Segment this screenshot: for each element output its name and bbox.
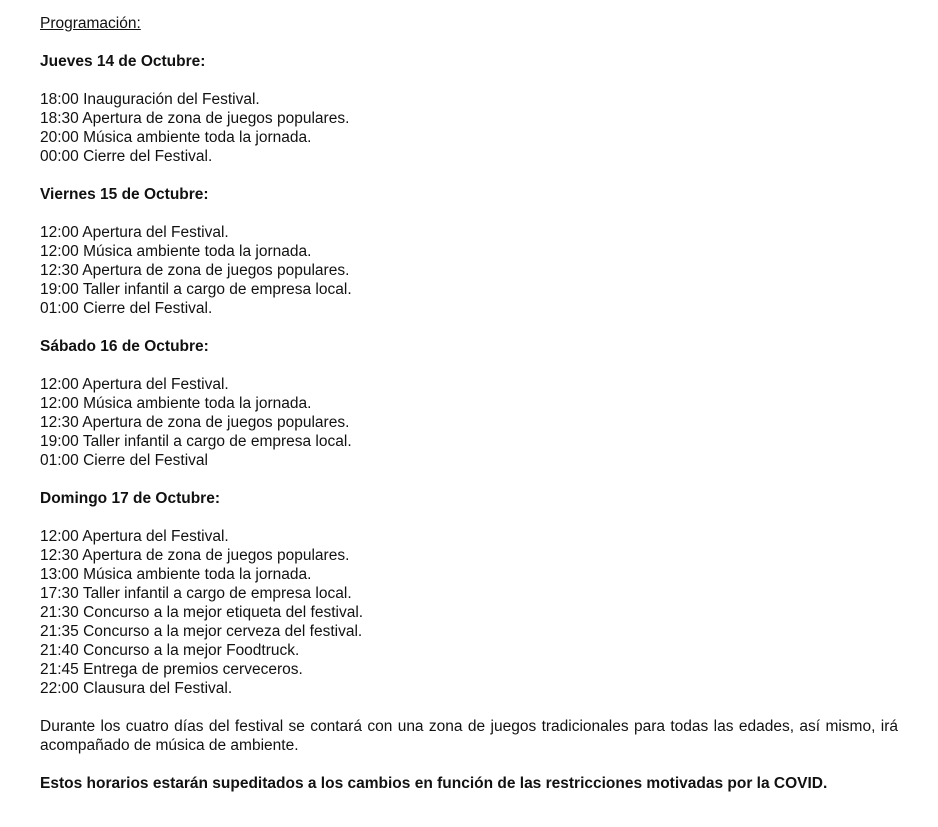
schedule-item: 17:30 Taller infantil a cargo de empresa local. bbox=[40, 585, 352, 602]
schedule-item: 12:00 Apertura del Festival. bbox=[40, 224, 229, 241]
schedule-item: 12:00 Música ambiente toda la jornada. bbox=[40, 395, 312, 412]
day-section-sabado bbox=[40, 337, 898, 470]
document-page bbox=[40, 14, 898, 793]
schedule-item: 12:30 Apertura de zona de juegos populares. bbox=[40, 414, 350, 431]
day-heading: Viernes 15 de Octubre: bbox=[40, 186, 209, 203]
schedule-item: 18:00 Inauguración del Festival. bbox=[40, 91, 260, 108]
schedule-item: 00:00 Cierre del Festival. bbox=[40, 148, 213, 165]
schedule-item: 12:30 Apertura de zona de juegos populares. bbox=[40, 547, 350, 564]
day-section-jueves bbox=[40, 52, 898, 166]
schedule-item: 12:00 Apertura del Festival. bbox=[40, 376, 229, 393]
day-section-domingo bbox=[40, 489, 898, 698]
day-heading: Jueves 14 de Octubre: bbox=[40, 53, 206, 70]
document-title: Programación: bbox=[40, 15, 141, 32]
schedule-item: 19:00 Taller infantil a cargo de empresa local. bbox=[40, 433, 352, 450]
schedule-item: 21:45 Entrega de premios cerveceros. bbox=[40, 661, 303, 678]
schedule-item: 21:35 Concurso a la mejor cerveza del festival. bbox=[40, 623, 363, 640]
schedule-item: 12:00 Música ambiente toda la jornada. bbox=[40, 243, 312, 260]
day-section-viernes bbox=[40, 185, 898, 318]
schedule-item: 01:00 Cierre del Festival bbox=[40, 452, 208, 469]
schedule-item: 12:00 Apertura del Festival. bbox=[40, 528, 229, 545]
schedule-item: 18:30 Apertura de zona de juegos populares. bbox=[40, 110, 350, 127]
day-heading: Sábado 16 de Octubre: bbox=[40, 338, 209, 355]
schedule-item: 21:30 Concurso a la mejor etiqueta del festival. bbox=[40, 604, 364, 621]
schedule-item: 19:00 Taller infantil a cargo de empresa local. bbox=[40, 281, 352, 298]
schedule-list bbox=[40, 527, 898, 698]
schedule-item: 20:00 Música ambiente toda la jornada. bbox=[40, 129, 312, 146]
schedule-list bbox=[40, 375, 898, 470]
schedule-item: 01:00 Cierre del Festival. bbox=[40, 300, 213, 317]
schedule-list bbox=[40, 90, 898, 166]
schedule-list bbox=[40, 223, 898, 318]
covid-notice: Estos horarios estarán supeditados a los cambios en función de las restricciones motivadas por la COVID. bbox=[40, 775, 828, 792]
schedule-item: 12:30 Apertura de zona de juegos populares. bbox=[40, 262, 350, 279]
schedule-item: 22:00 Clausura del Festival. bbox=[40, 680, 233, 697]
festival-description: Durante los cuatro días del festival se contará con una zona de juegos tradicionales para todas las edades, así mismo, irá acompañado de música de ambiente. bbox=[40, 718, 898, 754]
day-heading: Domingo 17 de Octubre: bbox=[40, 490, 220, 507]
schedule-item: 13:00 Música ambiente toda la jornada. bbox=[40, 566, 312, 583]
schedule-item: 21:40 Concurso a la mejor Foodtruck. bbox=[40, 642, 300, 659]
